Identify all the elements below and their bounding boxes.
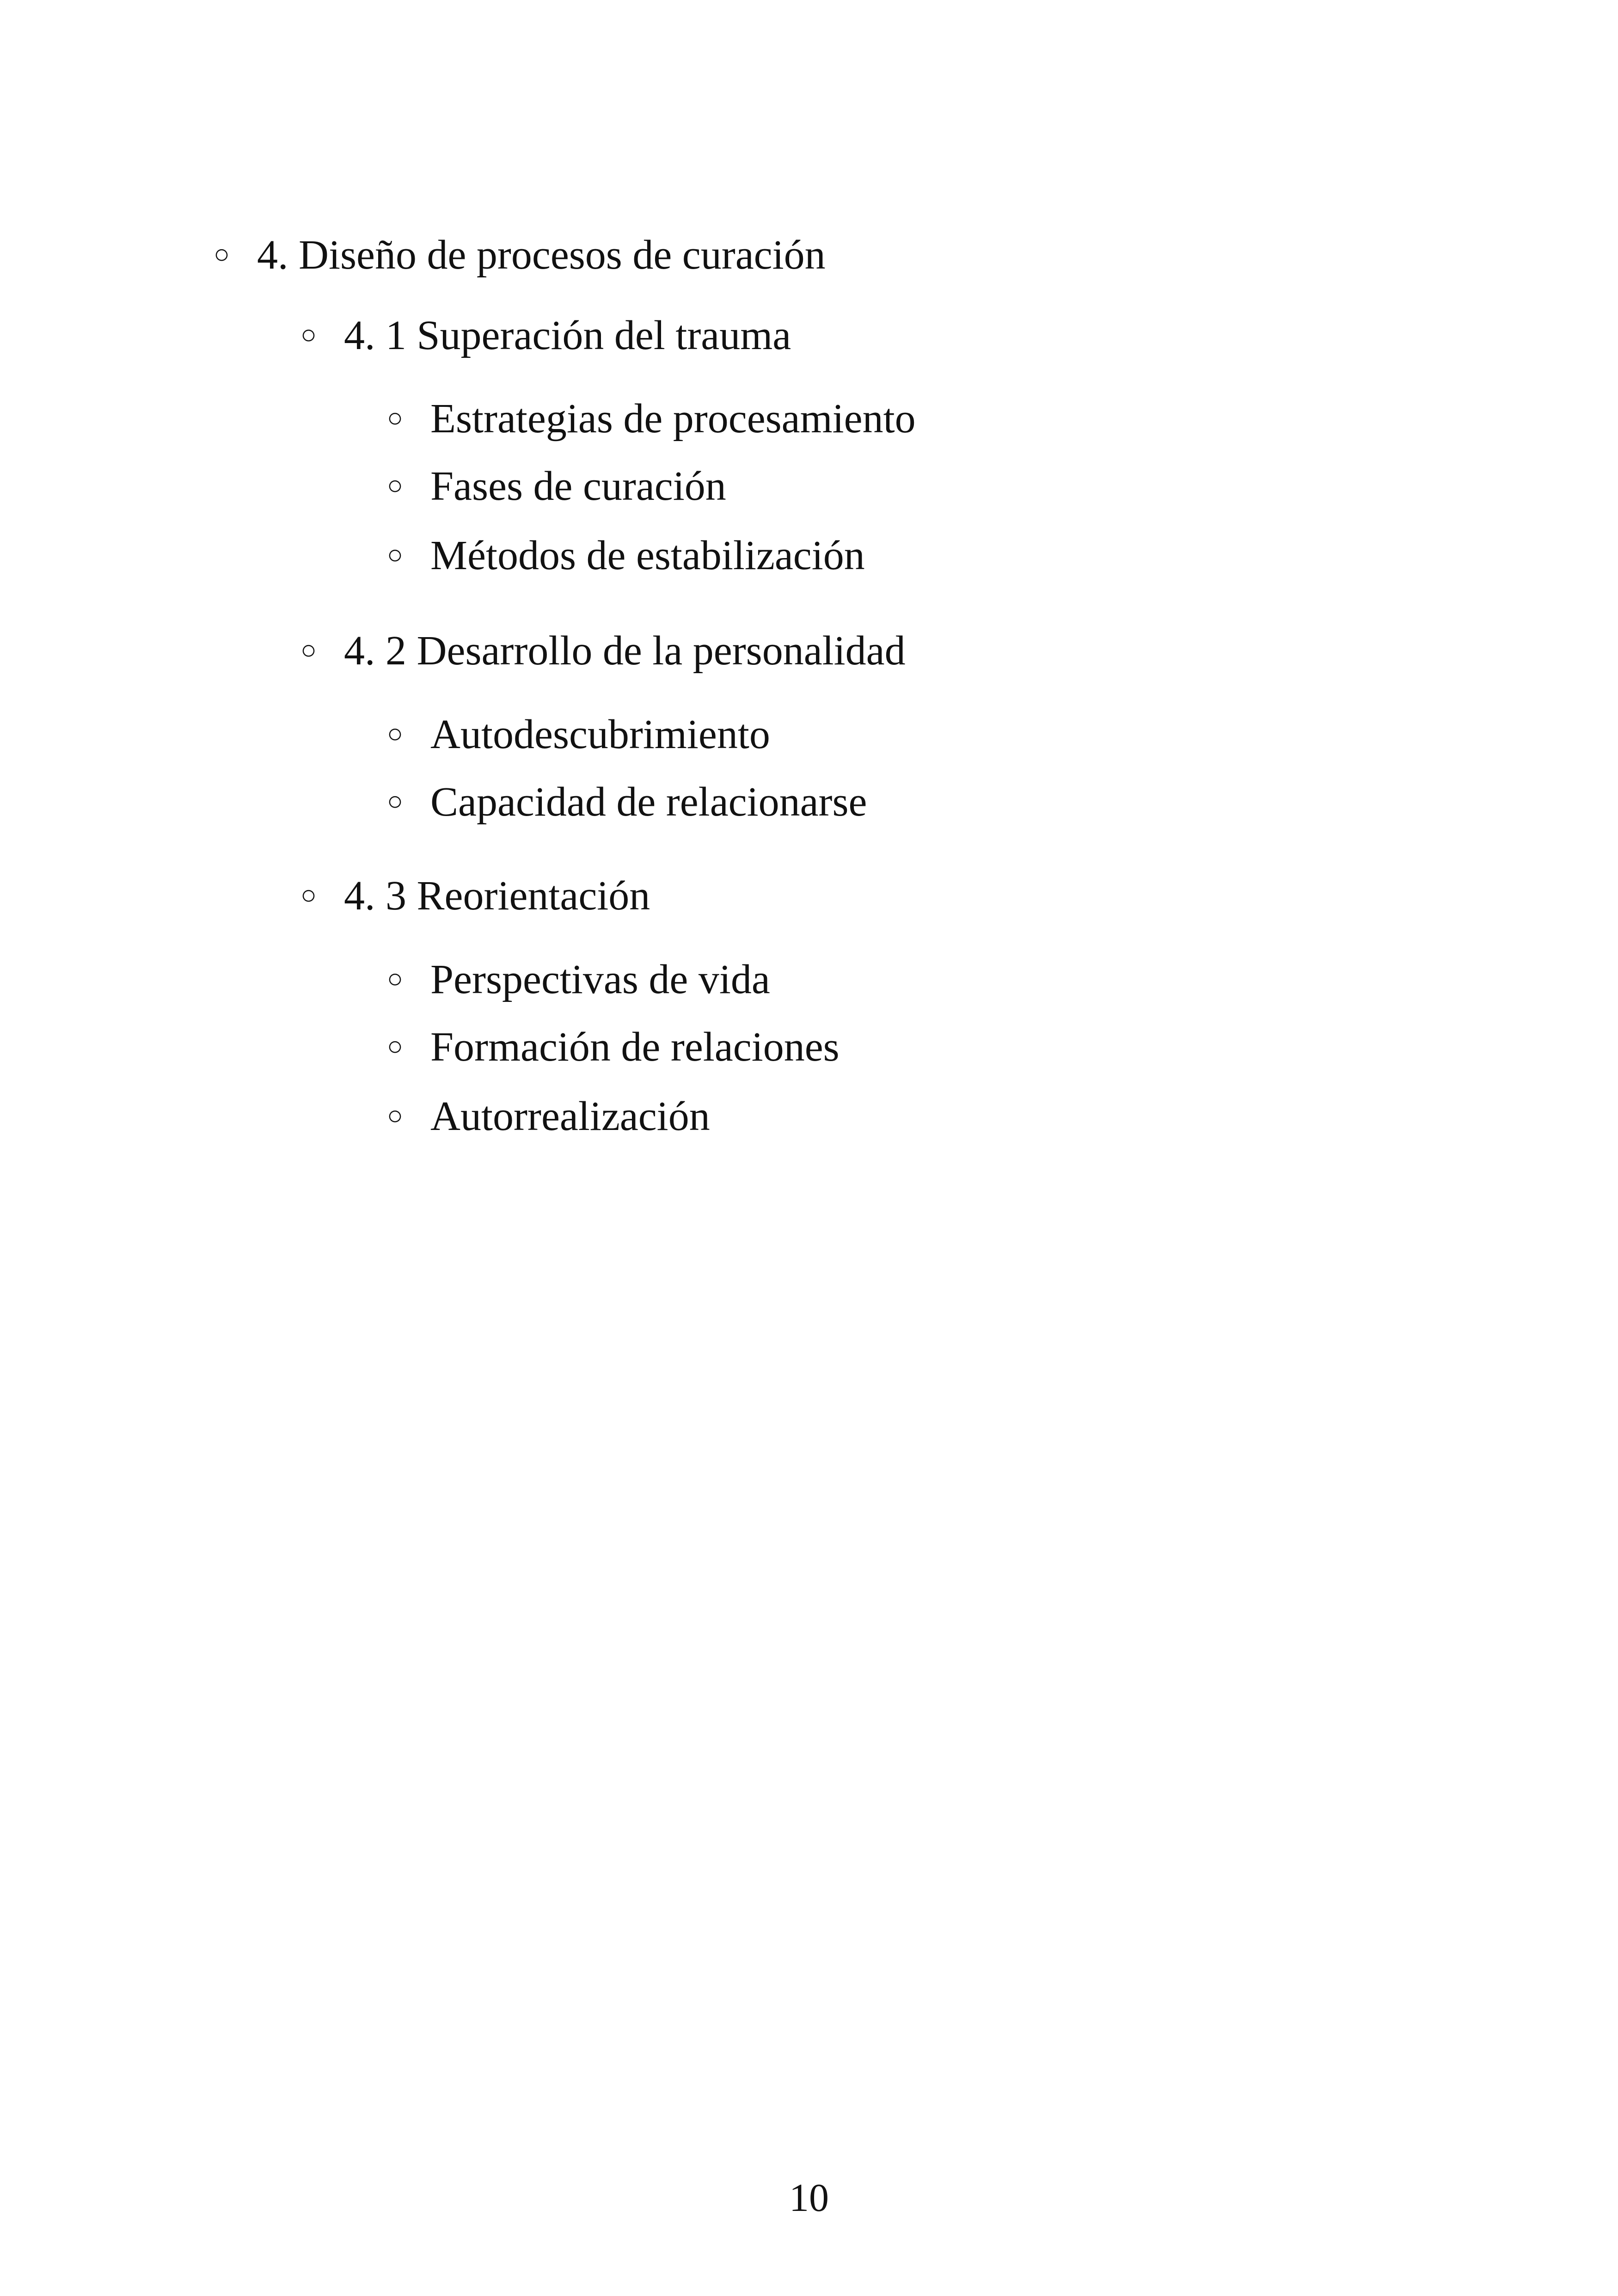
outline-level2-item <box>300 315 791 356</box>
outline-level2-item <box>300 875 650 917</box>
outline-level3-item <box>387 714 770 755</box>
outline-level1-item <box>214 234 826 276</box>
bullet-icon: ○ <box>300 880 317 910</box>
bullet-icon: ○ <box>300 319 317 350</box>
bullet-icon: ○ <box>387 1031 404 1061</box>
bullet-icon: ○ <box>300 635 317 665</box>
outline-level3-item <box>387 463 726 509</box>
list-item: Capacidad de relacionarse <box>430 779 867 825</box>
subsection-heading: 4. 3 Reorientación <box>344 873 650 919</box>
outline-level3-item <box>387 1026 840 1068</box>
list-item: Autodescubrimiento <box>430 712 770 757</box>
bullet-icon: ○ <box>387 718 404 749</box>
subsection-heading: 4. 1 Superación del trauma <box>344 313 791 358</box>
list-item: Autorrealización <box>430 1093 710 1139</box>
outline-level3-item <box>387 1093 710 1139</box>
outline-level3-item <box>387 398 916 440</box>
list-item: Formación de relaciones <box>430 1024 840 1070</box>
outline-level3-item <box>387 535 865 577</box>
list-item: Fases de curación <box>430 463 726 509</box>
outline-level3-item <box>387 781 867 823</box>
bullet-icon: ○ <box>214 239 230 269</box>
section-heading: 4. Diseño de procesos de curación <box>257 232 826 278</box>
subsection-heading: 4. 2 Desarrollo de la personalidad <box>344 628 906 674</box>
bullet-icon: ○ <box>387 470 404 500</box>
outline-level2-item <box>300 630 906 672</box>
bullet-icon: ○ <box>387 964 404 994</box>
bullet-icon: ○ <box>387 1100 404 1130</box>
list-item: Estrategias de procesamiento <box>430 396 916 442</box>
bullet-icon: ○ <box>387 786 404 816</box>
bullet-icon: ○ <box>387 403 404 433</box>
bullet-icon: ○ <box>387 540 404 570</box>
page-number: 10 <box>789 2175 829 2220</box>
outline-level3-item <box>387 959 770 1001</box>
list-item: Métodos de estabilización <box>430 533 865 578</box>
list-item: Perspectivas de vida <box>430 957 770 1002</box>
